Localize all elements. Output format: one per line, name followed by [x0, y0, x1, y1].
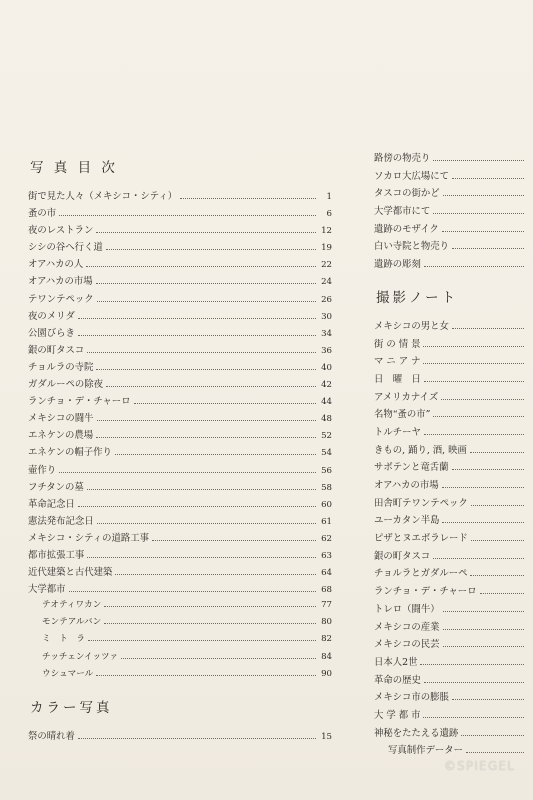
continued-contents-list	[374, 150, 524, 274]
toc-entry	[28, 650, 332, 667]
dot-leader	[78, 506, 316, 507]
page-number: 52	[321, 431, 332, 442]
toc-entry	[28, 376, 332, 393]
dot-leader	[86, 266, 316, 267]
photo-contents-list	[28, 188, 332, 684]
page-number: 15	[321, 731, 332, 742]
entry-title: ランチョ・デ・チャーロ	[374, 586, 477, 598]
dot-leader	[423, 363, 524, 364]
entry-title: モンテアルバン	[42, 617, 102, 628]
dot-leader	[424, 381, 524, 382]
toc-entry	[374, 389, 524, 407]
entry-title: ソカロ大広場にて	[374, 170, 450, 182]
dot-leader	[96, 369, 316, 370]
page-number: 62	[321, 533, 332, 544]
dot-leader	[452, 469, 524, 470]
entry-title: サボテンと竜舌蘭	[374, 462, 449, 474]
page-number: 77	[321, 600, 332, 611]
toc-entry	[374, 689, 524, 707]
page-number: 19	[321, 243, 332, 254]
page-number: 68	[321, 585, 332, 596]
toc-entry	[28, 564, 332, 581]
toc-entry	[374, 654, 524, 672]
dot-leader	[466, 752, 524, 753]
entry-title: メキシコの闘牛	[28, 413, 94, 425]
entry-title: 大 学 都 市	[374, 709, 421, 721]
entry-title: チョルラとガダルーペ	[374, 568, 468, 580]
dot-leader	[443, 195, 524, 196]
toc-entry	[374, 495, 524, 513]
dot-leader	[59, 472, 316, 473]
toc-entry	[28, 598, 332, 615]
page-number: 56	[321, 465, 332, 476]
toc-entry	[28, 462, 332, 479]
toc-entry	[28, 239, 332, 256]
toc-entry	[374, 565, 524, 583]
entry-title: 田舎町テワンテペック	[374, 497, 468, 509]
dot-leader	[152, 540, 316, 541]
page-number: 82	[321, 634, 332, 645]
dot-leader	[88, 640, 316, 641]
entry-title: エネケンの帽子作り	[28, 447, 112, 459]
entry-title: トレロ（闘牛）	[374, 603, 440, 615]
toc-entry	[28, 728, 332, 745]
entry-title: 近代建築と古代建築	[28, 567, 113, 579]
dot-leader	[480, 593, 524, 594]
entry-title: テオティワカン	[42, 600, 102, 611]
entry-title: チョルラの寺院	[28, 361, 94, 373]
dot-leader	[452, 178, 524, 179]
entry-title: 憲法発布記念日	[28, 515, 94, 527]
toc-entry	[28, 496, 332, 513]
toc-entry	[28, 273, 332, 290]
dot-leader	[433, 213, 524, 214]
entry-title: メキシコの民芸	[374, 639, 440, 651]
toc-entry	[374, 742, 524, 760]
dot-leader	[441, 399, 524, 400]
entry-title: ピザとヌエボラレード	[374, 533, 468, 545]
toc-entry	[374, 725, 524, 743]
dot-leader	[78, 738, 316, 739]
dot-leader	[115, 454, 316, 455]
entry-title: 大学都市にて	[374, 206, 431, 218]
dot-leader	[452, 248, 524, 249]
toc-entry	[28, 615, 332, 632]
page-number: 30	[321, 311, 332, 322]
entry-title: トルチーヤ	[374, 426, 421, 438]
toc-entry	[374, 185, 524, 203]
toc-entry	[28, 632, 332, 649]
entry-title: 蚤の市	[28, 208, 57, 220]
toc-entry	[28, 291, 332, 308]
toc-entry	[374, 221, 524, 239]
entry-title: アメリカナイズ	[374, 391, 439, 403]
entry-title: 遺跡のモザイク	[374, 223, 439, 235]
toc-entry	[28, 393, 332, 410]
entry-title: シシの谷へ行く道	[28, 242, 103, 254]
dot-leader	[423, 346, 524, 347]
dot-leader	[424, 434, 524, 435]
toc-entry	[28, 256, 332, 273]
toc-entry	[28, 479, 332, 496]
entry-title: メキシコの産業	[374, 621, 440, 633]
dot-leader	[433, 416, 524, 417]
entry-title: チッチェンイッツァ	[42, 651, 119, 662]
page-number: 40	[321, 362, 332, 373]
dot-leader	[471, 505, 524, 506]
color-photo-heading: カラー写真	[30, 699, 113, 716]
page-number: 60	[321, 499, 332, 510]
page-number: 90	[321, 668, 332, 679]
entry-title: メキシコ市の膨脹	[374, 692, 449, 704]
page-number: 64	[321, 568, 332, 579]
toc-entry	[28, 427, 332, 444]
toc-entry	[374, 256, 524, 274]
page-number: 42	[321, 380, 332, 391]
toc-entry	[28, 308, 332, 325]
toc-entry	[374, 619, 524, 637]
entry-title: テワンテペック	[28, 293, 94, 305]
toc-entry	[374, 530, 524, 548]
toc-entry	[374, 707, 524, 725]
dot-leader	[59, 215, 316, 216]
page-number: 22	[321, 260, 332, 271]
toc-entry	[374, 318, 524, 336]
dot-leader	[424, 266, 524, 267]
toc-entry	[374, 406, 524, 424]
dot-leader	[78, 318, 316, 319]
entry-title: きもの, 踊り, 酒, 映画	[374, 444, 467, 456]
toc-entry	[28, 205, 332, 222]
toc-entry	[28, 325, 332, 342]
page-number: 36	[321, 345, 332, 356]
dot-leader	[104, 606, 316, 607]
page-number: 6	[326, 209, 332, 220]
entry-title: 銀の町タスコ	[374, 550, 431, 562]
entry-title: 街 の 情 景	[374, 338, 421, 350]
dot-leader	[87, 352, 316, 353]
toc-entry	[28, 581, 332, 598]
toc-entry	[374, 548, 524, 566]
page-number: 80	[321, 617, 332, 628]
toc-entry	[28, 222, 332, 239]
entry-title: 祭の晴れ着	[28, 730, 75, 742]
dot-leader	[452, 699, 524, 700]
entry-title: メキシコ・シティの道路工事	[28, 532, 150, 544]
dot-leader	[423, 717, 524, 718]
entry-title: フチタンの墓	[28, 481, 84, 493]
entry-title: 夜のレストラン	[28, 225, 94, 237]
dot-leader	[106, 249, 316, 250]
entry-title: タスコの街かど	[374, 188, 440, 200]
dot-leader	[433, 160, 524, 161]
toc-entry	[374, 168, 524, 186]
toc-entry	[28, 359, 332, 376]
toc-entry	[374, 477, 524, 495]
dot-leader	[115, 574, 316, 575]
dot-leader	[97, 420, 316, 421]
dot-leader	[470, 452, 524, 453]
toc-entry	[374, 371, 524, 389]
dot-leader	[134, 403, 316, 404]
toc-entry	[374, 672, 524, 690]
dot-leader	[106, 386, 316, 387]
toc-entry	[374, 203, 524, 221]
toc-entry	[28, 188, 332, 205]
copyright-watermark: ©SPIEGEL	[443, 759, 515, 773]
entry-title: 白い寺院と物売り	[374, 241, 450, 253]
toc-entry	[374, 601, 524, 619]
dot-leader	[96, 232, 316, 233]
photo-notes-column	[374, 150, 524, 760]
entry-title: ユーカタン半島	[374, 515, 440, 527]
dot-leader	[443, 646, 524, 647]
entry-title: 路傍の物売り	[374, 153, 431, 164]
dot-leader	[420, 664, 524, 665]
page-number: 84	[321, 651, 332, 662]
entry-title: オアハカの市場	[28, 276, 93, 288]
entry-title: ウシュマール	[42, 668, 94, 679]
dot-leader	[470, 575, 524, 576]
dot-leader	[69, 591, 316, 592]
entry-title: 銀の町タスコ	[28, 344, 85, 356]
entry-title: 街で見た人々（メキシコ・シティ）	[28, 191, 178, 202]
color-photo-list	[28, 728, 332, 745]
page-number: 58	[321, 482, 332, 493]
toc-entry	[28, 667, 332, 684]
toc-entry	[28, 444, 332, 461]
dot-leader	[443, 629, 524, 630]
toc-entry	[374, 353, 524, 371]
dot-leader	[424, 682, 524, 683]
entry-title: 革命の歴史	[374, 674, 421, 686]
page-number: 34	[321, 328, 332, 339]
entry-title: マ ニ ア ナ	[374, 356, 421, 368]
toc-entry	[374, 424, 524, 442]
entry-title: 壷作り	[28, 464, 57, 476]
toc-entry	[28, 513, 332, 530]
dot-leader	[442, 231, 524, 232]
entry-title: ランチョ・デ・チャーロ	[28, 396, 131, 408]
toc-entry	[28, 410, 332, 427]
dot-leader	[87, 557, 316, 558]
photo-notes-list	[374, 318, 524, 760]
toc-entry	[374, 512, 524, 530]
dot-leader	[471, 540, 524, 541]
dot-leader	[121, 658, 316, 659]
entry-title: 日本人2世	[374, 656, 418, 668]
toc-entry	[374, 636, 524, 654]
toc-entry	[374, 238, 524, 256]
page-number: 61	[321, 516, 332, 527]
toc-entry	[28, 530, 332, 547]
entry-title: オアハカの人	[28, 259, 84, 271]
dot-leader	[461, 735, 524, 736]
entry-title: メキシコの男と女	[374, 320, 449, 332]
toc-entry	[28, 547, 332, 564]
page-number: 26	[321, 294, 332, 305]
entry-title: ミ ト ラ	[42, 634, 85, 645]
toc-entry	[374, 583, 524, 601]
dot-leader	[96, 437, 316, 438]
toc-entry	[374, 150, 524, 168]
dot-leader	[78, 335, 316, 336]
entry-title: 名物“蚤の市”	[374, 409, 431, 421]
entry-title: エネケンの農場	[28, 430, 94, 442]
entry-title: 日 曜 日	[374, 373, 421, 385]
toc-entry	[374, 459, 524, 477]
photo-contents-heading: 写 真 目 次	[30, 160, 118, 176]
entry-title: 夜のメリダ	[28, 310, 75, 322]
entry-title: 遺跡の彫刻	[374, 259, 421, 271]
dot-leader	[180, 198, 316, 199]
page-number: 63	[321, 550, 332, 561]
dot-leader	[97, 301, 316, 302]
entry-title: オアハカの市場	[374, 480, 439, 491]
page-number: 24	[321, 277, 332, 288]
page-number: 48	[321, 414, 332, 425]
dot-leader	[97, 523, 316, 524]
entry-title: 神秘をたたえる遺跡	[374, 727, 459, 739]
dot-leader	[96, 675, 316, 676]
entry-title: ガダルーペの除夜	[28, 379, 104, 391]
page-number: 54	[321, 448, 332, 459]
entry-title: 大学都市	[28, 584, 66, 596]
dot-leader	[87, 489, 316, 490]
entry-title: 写真制作データー	[388, 745, 464, 757]
toc-entry	[374, 336, 524, 354]
toc-entry	[374, 442, 524, 460]
page-number: 1	[326, 192, 332, 202]
dot-leader	[452, 328, 524, 329]
dot-leader	[96, 283, 316, 284]
dot-leader	[433, 558, 524, 559]
dot-leader	[443, 611, 524, 612]
entry-title: 公園びらき	[28, 327, 75, 339]
dot-leader	[104, 623, 316, 624]
toc-entry	[28, 342, 332, 359]
photo-notes-heading: 撮影ノート	[376, 289, 459, 306]
entry-title: 革命記念日	[28, 498, 75, 510]
page-number: 44	[321, 397, 332, 408]
photo-contents-column	[28, 156, 332, 745]
dot-leader	[442, 487, 524, 488]
page-number: 12	[321, 226, 332, 237]
dot-leader	[442, 522, 524, 523]
entry-title: 都市拡張工事	[28, 549, 85, 561]
